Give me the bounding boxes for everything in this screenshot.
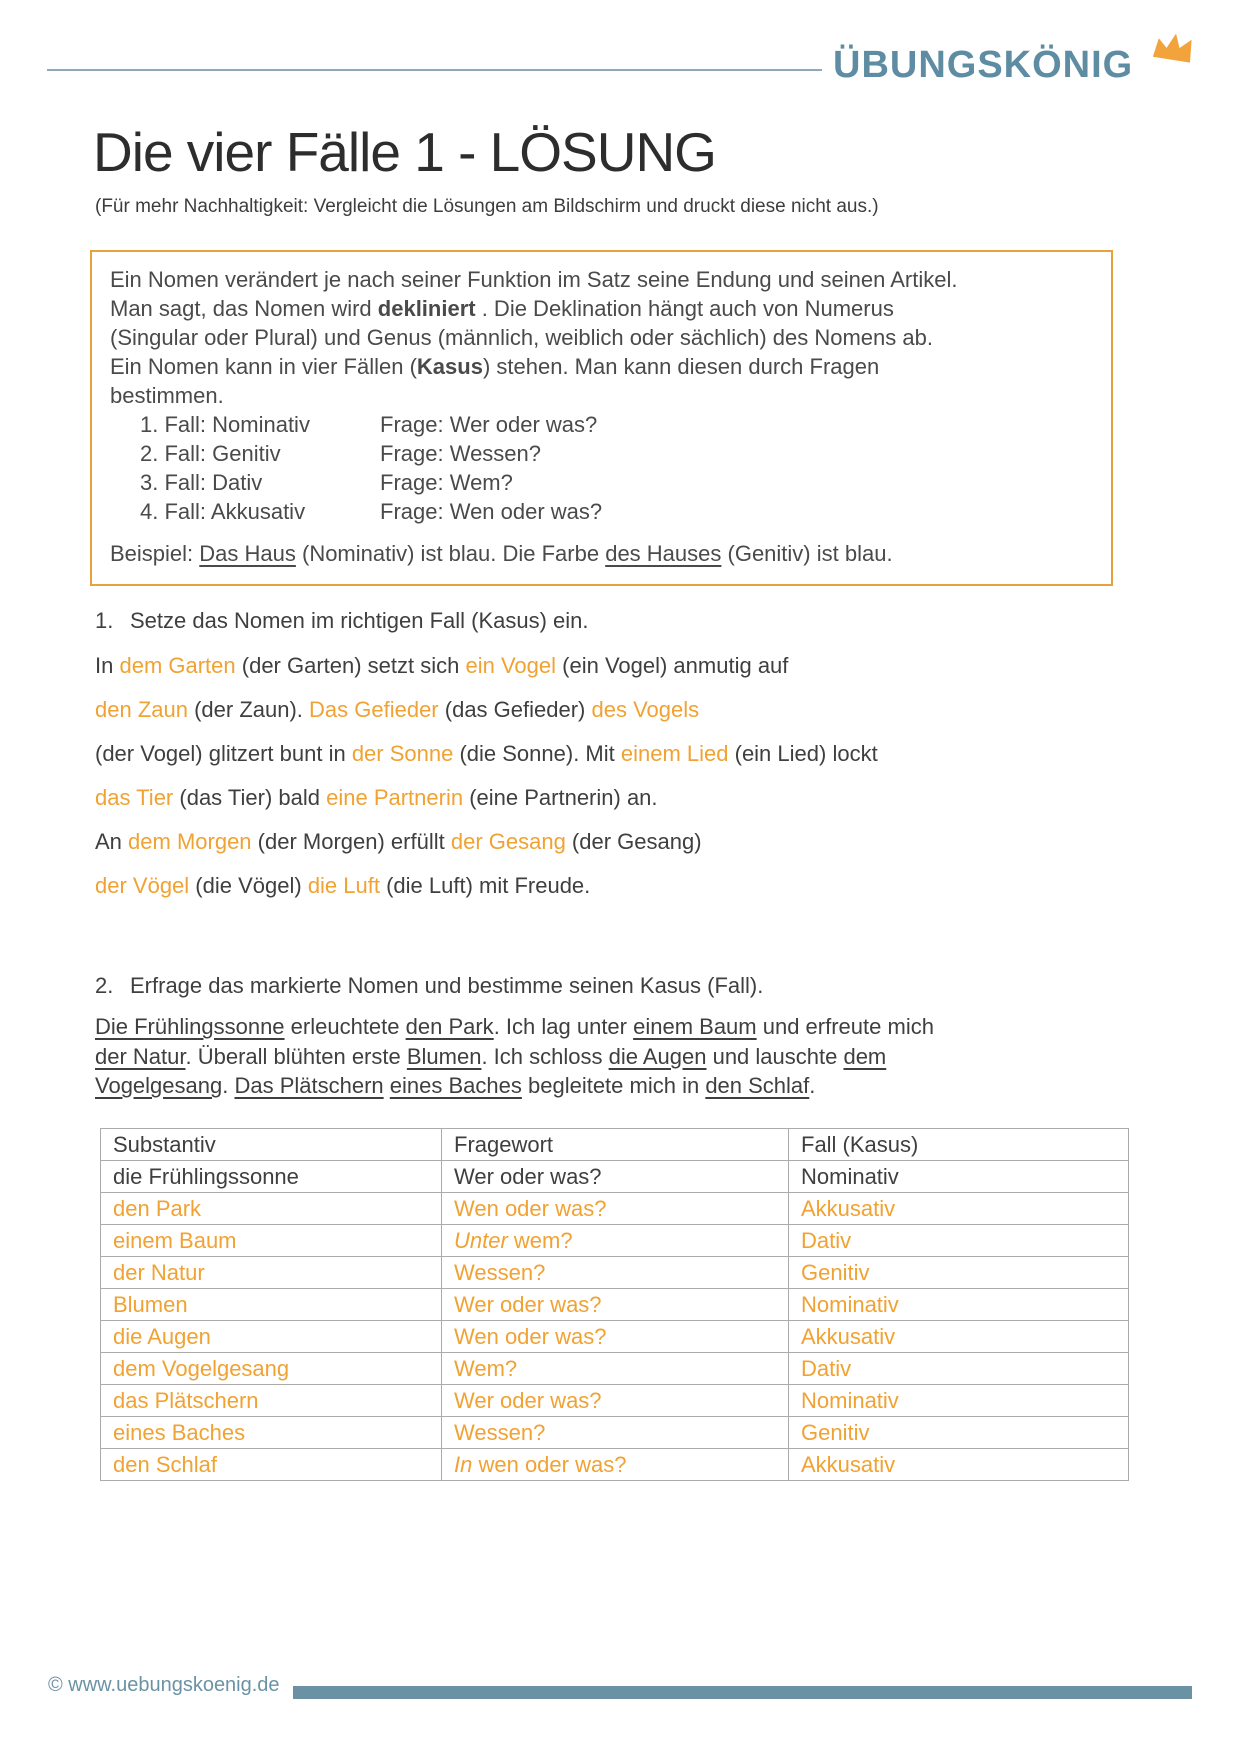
text-segment: Blumen [406, 1043, 482, 1069]
text-line [95, 783, 878, 812]
table-cell [789, 1225, 1129, 1257]
text-segment: Vogelgesang [95, 1073, 223, 1098]
table-cell [101, 1193, 442, 1225]
text-segment: Wer oder was? [454, 1387, 602, 1413]
text-segment: begleitete mich in [521, 1073, 706, 1098]
table-cell [789, 1193, 1129, 1225]
table-cell [101, 1417, 442, 1449]
table-cell [789, 1161, 1129, 1193]
case-row [140, 497, 1101, 526]
table-row [101, 1385, 1129, 1417]
text-segment: Wer oder was? [454, 1163, 602, 1189]
text-line [95, 695, 878, 724]
text-segment: . [222, 1073, 235, 1098]
crown-icon [1148, 25, 1197, 69]
table-row [101, 1193, 1129, 1225]
table-row [101, 1417, 1129, 1449]
text-segment: der Natur [95, 1043, 186, 1069]
text-segment: einem Lied [620, 741, 729, 766]
text-line [110, 323, 1101, 352]
table-header-row [101, 1129, 1129, 1161]
text-segment: (der Zaun). [187, 697, 310, 722]
kasus-answer-table [100, 1128, 1129, 1481]
text-segment: In [454, 1451, 473, 1477]
text-segment: Wen oder was? [454, 1323, 607, 1349]
exercise-1-number: 1. [95, 608, 114, 633]
text-segment: und lauschte [706, 1043, 844, 1069]
case-fall-label: 3. Fall: Dativ [140, 470, 263, 495]
text-segment: (Nominativ) ist blau. Die Farbe [295, 541, 606, 566]
text-segment: des Hauses [605, 541, 722, 566]
text-segment: ein Vogel [465, 653, 557, 678]
text-segment: die Frühlingssonne [113, 1163, 299, 1189]
page-title: Die vier Fälle 1 - LÖSUNG [93, 121, 716, 183]
text-segment: (die Vögel) [189, 873, 308, 898]
text-segment: dem Morgen [128, 829, 252, 854]
case-frage-label: Frage: Wer oder was? [380, 412, 598, 437]
text-segment: ) stehen. Man kann diesen durch Fragen [482, 354, 880, 379]
table-cell [442, 1353, 789, 1385]
text-segment: die Augen [113, 1323, 211, 1349]
exercise-1-text [95, 651, 878, 900]
table-cell [442, 1161, 789, 1193]
text-line [95, 739, 878, 768]
text-line [95, 651, 878, 680]
text-segment: Dativ [801, 1355, 852, 1381]
text-segment: einem Baum [633, 1014, 757, 1039]
text-segment: Nominativ [801, 1291, 899, 1317]
text-segment: dem Vogelgesang [113, 1355, 290, 1381]
case-row [140, 410, 1101, 439]
table-cell [789, 1289, 1129, 1321]
exercise-2 [95, 971, 934, 1101]
info-intro [110, 265, 1101, 410]
case-frage-label: Frage: Wem? [380, 470, 513, 495]
table-row [101, 1449, 1129, 1481]
exercise-2-number: 2. [95, 973, 114, 998]
case-fall-label: 1. Fall: Nominativ [140, 412, 310, 437]
text-segment: (Genitiv) ist blau. [721, 541, 893, 566]
uebungskoenig-logo: ÜBUNGSKÖNIG [833, 44, 1134, 86]
text-segment: das Plätschern [113, 1387, 259, 1413]
case-fall-label: 2. Fall: Genitiv [140, 441, 281, 466]
text-segment: der Gesang [450, 829, 566, 854]
table-cell [442, 1321, 789, 1353]
text-segment: Nominativ [801, 1163, 899, 1189]
text-segment: Das Gefieder [309, 697, 439, 722]
table-cell [789, 1257, 1129, 1289]
table-cell [789, 1353, 1129, 1385]
exercise-2-text [95, 1012, 934, 1101]
text-line [110, 352, 1101, 381]
text-line [95, 1071, 934, 1101]
text-segment: Man sagt, das Nomen wird [110, 296, 378, 321]
exercise-2-heading-text: Erfrage das markierte Nomen und bestimme seinen Kasus (Fall). [130, 973, 764, 998]
text-segment: Dativ [801, 1227, 852, 1253]
text-segment: bestimmen. [110, 383, 224, 408]
table-row [101, 1321, 1129, 1353]
text-segment: das Tier [95, 785, 174, 810]
text-segment: der Vögel [95, 873, 190, 898]
text-line [110, 294, 1101, 323]
text-segment: . [809, 1073, 816, 1098]
header-divider-line [47, 69, 822, 71]
text-segment: (ein Lied) lockt [728, 741, 878, 766]
case-row [140, 468, 1101, 497]
text-segment: die Luft [307, 873, 380, 898]
text-segment: den Park [405, 1014, 494, 1039]
text-segment: (der Garten) setzt sich [235, 653, 466, 678]
table-cell [442, 1417, 789, 1449]
text-segment: und erfreute mich [756, 1014, 934, 1039]
text-segment: dekliniert [377, 296, 476, 321]
table-row [101, 1161, 1129, 1193]
text-segment: dem Garten [119, 653, 236, 678]
text-segment: wem? [507, 1227, 573, 1253]
table-row [101, 1289, 1129, 1321]
text-segment: (der Morgen) erfüllt [251, 829, 451, 854]
text-line [95, 827, 878, 856]
table-cell [442, 1193, 789, 1225]
table-cell [101, 1225, 442, 1257]
text-segment: (die Luft) mit Freude. [379, 873, 591, 898]
text-segment: (der Gesang) [565, 829, 702, 854]
case-fall-label: 4. Fall: Akkusativ [140, 499, 306, 524]
text-segment: . Die Deklination hängt auch von Numerus [475, 296, 894, 321]
text-segment: . Ich lag unter [493, 1014, 634, 1039]
text-segment: erleuchtete [284, 1014, 406, 1039]
text-segment: den Schlaf [113, 1451, 217, 1477]
text-segment: In [95, 653, 120, 678]
text-segment: Wen oder was? [454, 1195, 607, 1221]
text-segment: eine Partnerin [326, 785, 464, 810]
text-line [110, 381, 1101, 410]
table-cell [442, 1289, 789, 1321]
text-segment: eines Baches [113, 1419, 246, 1445]
text-segment: den Schlaf [705, 1073, 810, 1098]
copyright-text: © www.uebungskoenig.de [48, 1674, 280, 1696]
text-segment: der Natur [113, 1259, 205, 1285]
text-segment: (Singular oder Plural) und Genus (männlich, weiblich oder sächlich) des Nomens ab. [110, 325, 933, 350]
table-cell [789, 1385, 1129, 1417]
table-cell [101, 1257, 442, 1289]
table-cell [442, 1225, 789, 1257]
text-segment: des Vogels [591, 697, 700, 722]
table-cell [442, 1449, 789, 1481]
text-segment: An [95, 829, 129, 854]
exercise-1 [95, 606, 878, 915]
text-segment: Genitiv [801, 1419, 870, 1445]
text-segment: (die Sonne). Mit [453, 741, 621, 766]
text-segment: eines Baches [389, 1073, 522, 1098]
text-segment: (das Gefieder) [438, 697, 592, 722]
table-cell [442, 1385, 789, 1417]
exercise-1-heading-text: Setze das Nomen im richtigen Fall (Kasus) ein. [130, 608, 589, 633]
text-segment: den Park [113, 1195, 202, 1221]
table-header-cell: Fragewort [442, 1129, 789, 1161]
footer-bar [293, 1686, 1192, 1699]
text-segment: einem Baum [113, 1227, 237, 1253]
exercise-2-heading [95, 971, 934, 1000]
text-segment: Akkusativ [801, 1451, 896, 1477]
table-row [101, 1257, 1129, 1289]
text-segment: Ein Nomen kann in vier Fällen ( [110, 354, 417, 379]
text-segment: wen oder was? [472, 1451, 627, 1477]
table-cell [101, 1289, 442, 1321]
page-subtitle: (Für mehr Nachhaltigkeit: Vergleicht die Lösungen am Bildschirm und druckt diese nicht aus.) [95, 196, 879, 217]
table-cell [789, 1417, 1129, 1449]
text-segment: Das Haus [199, 541, 296, 566]
text-line [95, 1012, 934, 1042]
table-row [101, 1225, 1129, 1257]
text-segment: . Ich schloss [481, 1043, 609, 1069]
text-segment: Blumen [113, 1291, 188, 1317]
case-row [140, 439, 1101, 468]
text-segment: (das Tier) bald [173, 785, 327, 810]
table-row [101, 1353, 1129, 1385]
text-segment: (der Vogel) glitzert bunt in [95, 741, 352, 766]
table-cell [101, 1321, 442, 1353]
text-segment: . Überall blühten erste [185, 1043, 407, 1069]
case-list [140, 410, 1101, 526]
table-cell [442, 1257, 789, 1289]
text-line [95, 871, 878, 900]
text-segment: (eine Partnerin) an. [463, 785, 658, 810]
table-cell [101, 1161, 442, 1193]
text-segment: Wessen? [454, 1419, 546, 1445]
text-segment: Wessen? [454, 1259, 546, 1285]
text-segment: Genitiv [801, 1259, 870, 1285]
grammar-info-box [90, 250, 1113, 586]
beispiel-line [110, 539, 1101, 568]
text-segment: Die Frühlingssonne [95, 1014, 285, 1039]
text-segment: Wer oder was? [454, 1291, 602, 1317]
text-segment: den Zaun [95, 697, 188, 722]
table-cell [101, 1449, 442, 1481]
text-segment: Beispiel: [110, 541, 200, 566]
text-segment: Nominativ [801, 1387, 899, 1413]
text-segment: dem [843, 1043, 887, 1069]
text-line [95, 1042, 934, 1072]
table-cell [101, 1353, 442, 1385]
text-segment: Akkusativ [801, 1323, 896, 1349]
table-header-cell: Substantiv [101, 1129, 442, 1161]
case-frage-label: Frage: Wessen? [380, 441, 542, 466]
table-header-cell: Fall (Kasus) [789, 1129, 1129, 1161]
table-cell [789, 1449, 1129, 1481]
text-segment: Wem? [454, 1355, 518, 1381]
exercise-1-heading [95, 606, 878, 635]
table-cell [789, 1321, 1129, 1353]
text-line [110, 265, 1101, 294]
table-cell [101, 1385, 442, 1417]
text-segment: Kasus [416, 354, 483, 379]
case-frage-label: Frage: Wen oder was? [380, 499, 603, 524]
text-segment: Das Plätschern [234, 1073, 384, 1098]
text-segment: Unter [454, 1227, 508, 1253]
text-segment: der Sonne [351, 741, 454, 766]
text-segment: Akkusativ [801, 1195, 896, 1221]
text-segment: (ein Vogel) anmutig auf [556, 653, 789, 678]
text-segment: die Augen [608, 1043, 707, 1069]
text-segment: Ein Nomen verändert je nach seiner Funktion im Satz seine Endung und seinen Artikel. [110, 267, 958, 292]
